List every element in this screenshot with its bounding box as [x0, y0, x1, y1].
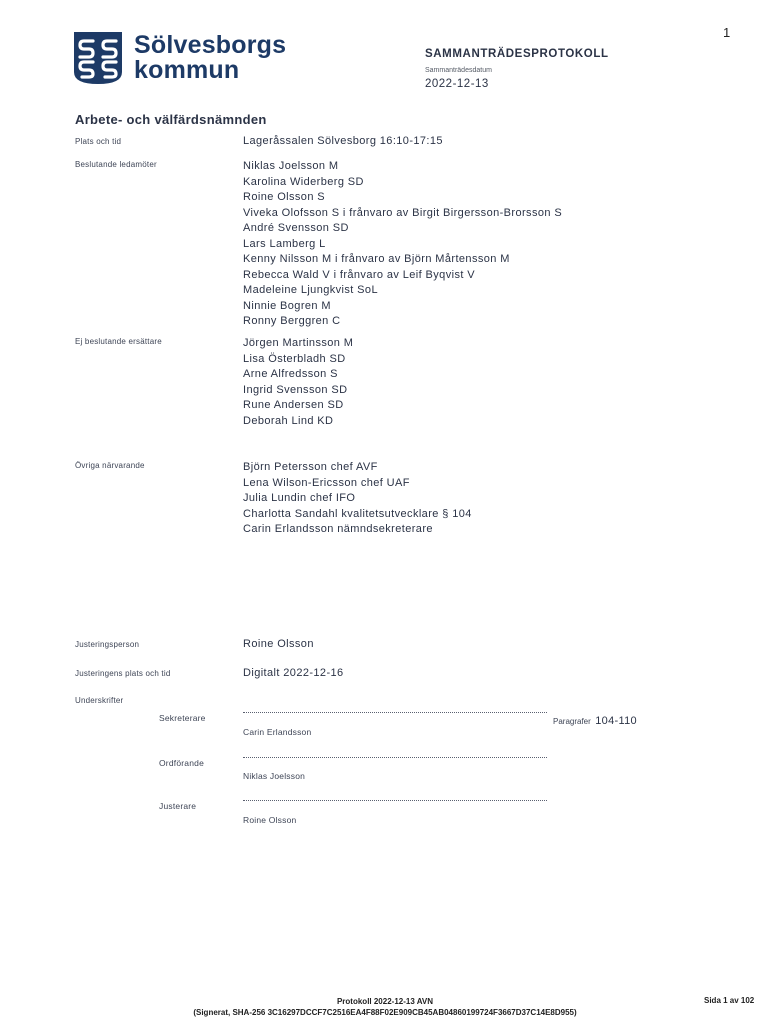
- meeting-date-label: Sammanträdesdatum: [425, 67, 492, 74]
- adjuster-signature-line: [243, 800, 547, 801]
- substitutes-label: Ej beslutande ersättare: [75, 337, 162, 346]
- footer-page-count: Sida 1 av 102: [704, 996, 755, 1005]
- footer-signature-hash: (Signerat, SHA-256 3C16297DCCF7C2516EA4F88F02E909CB45AB04860199724F3667D37C14E8D955): [193, 1008, 577, 1017]
- logo-wordmark: [134, 33, 286, 83]
- adjustment-person-label: Justeringsperson: [75, 640, 140, 649]
- list-item: Charlotta Sandahl kvalitetsutvecklare § 104: [243, 507, 472, 520]
- place-label: Plats och tid: [75, 137, 122, 146]
- paragraphs-label: Paragrafer: [553, 717, 591, 726]
- logo-line-1: Sölvesborgs: [134, 31, 287, 59]
- logo-line-2: kommun: [134, 56, 240, 84]
- municipality-logo: [74, 32, 286, 84]
- chair-signature-line: [243, 757, 547, 758]
- chair-name: Niklas Joelsson: [243, 771, 306, 781]
- adjustment-place-label: Justeringens plats och tid: [75, 669, 171, 678]
- list-item: André Svensson SD: [243, 222, 349, 234]
- document-type: SAMMANTRÄDESPROTOKOLL: [425, 48, 609, 60]
- substitutes-list: [243, 336, 353, 429]
- list-item: Madeleine Ljungkvist SoL: [243, 284, 378, 296]
- list-item: Viveka Olofsson S i frånvaro av Birgit Birgersson-Brorsson S: [243, 206, 563, 219]
- adjustment-place-value: Digitalt 2022-12-16: [243, 667, 344, 679]
- list-item: Ninnie Bogren M: [243, 299, 331, 312]
- others-label: Övriga närvarande: [75, 461, 145, 470]
- list-item: Roine Olsson S: [243, 191, 326, 203]
- paragraphs-value: 104-110: [595, 715, 637, 727]
- place-value: Lageråssalen Sölvesborg 16:10-17:15: [243, 135, 443, 147]
- list-item: Lars Lamberg L: [243, 237, 326, 250]
- municipality-emblem-icon: [74, 32, 122, 84]
- list-item: Lena Wilson-Ericsson chef UAF: [243, 476, 410, 489]
- footer-title: Protokoll 2022-12-13 AVN: [336, 997, 434, 1006]
- list-item: Niklas Joelsson M: [243, 160, 339, 172]
- decision-members-list: [243, 159, 562, 330]
- list-item: Carin Erlandsson nämndsekreterare: [243, 523, 433, 535]
- footer: [0, 996, 770, 1018]
- list-item: Rebecca Wald V i frånvaro av Leif Byqvist V: [243, 268, 475, 281]
- list-item: Jörgen Martinsson M: [243, 337, 354, 349]
- adjuster-name: Roine Olsson: [243, 815, 297, 825]
- secretary-role: Sekreterare: [159, 713, 206, 723]
- list-item: Lisa Österbladh SD: [243, 352, 346, 365]
- meeting-date: 2022-12-13: [425, 78, 489, 90]
- list-item: Rune Andersen SD: [243, 399, 344, 411]
- list-item: Julia Lundin chef IFO: [243, 492, 356, 504]
- decision-members-label: Beslutande ledamöter: [75, 160, 157, 169]
- signatures-label: Underskrifter: [75, 696, 124, 705]
- list-item: Ronny Berggren C: [243, 315, 341, 327]
- list-item: Arne Alfredsson S: [243, 368, 338, 380]
- list-item: Deborah Lind KD: [243, 414, 334, 427]
- list-item: Karolina Widerberg SD: [243, 175, 364, 188]
- list-item: Björn Petersson chef AVF: [243, 461, 378, 473]
- secretary-signature-line: [243, 712, 547, 713]
- others-list: [243, 460, 472, 538]
- adjuster-role: Justerare: [159, 801, 197, 811]
- chair-role: Ordförande: [159, 758, 204, 768]
- list-item: Ingrid Svensson SD: [243, 383, 348, 396]
- paragraphs-range: [553, 711, 637, 729]
- page-number: 1: [723, 25, 731, 40]
- secretary-name: Carin Erlandsson: [243, 727, 312, 737]
- adjustment-person-value: Roine Olsson: [243, 638, 314, 650]
- board-title: Arbete- och välfärdsnämnden: [75, 112, 267, 127]
- list-item: Kenny Nilsson M i frånvaro av Björn Mårtensson M: [243, 253, 510, 265]
